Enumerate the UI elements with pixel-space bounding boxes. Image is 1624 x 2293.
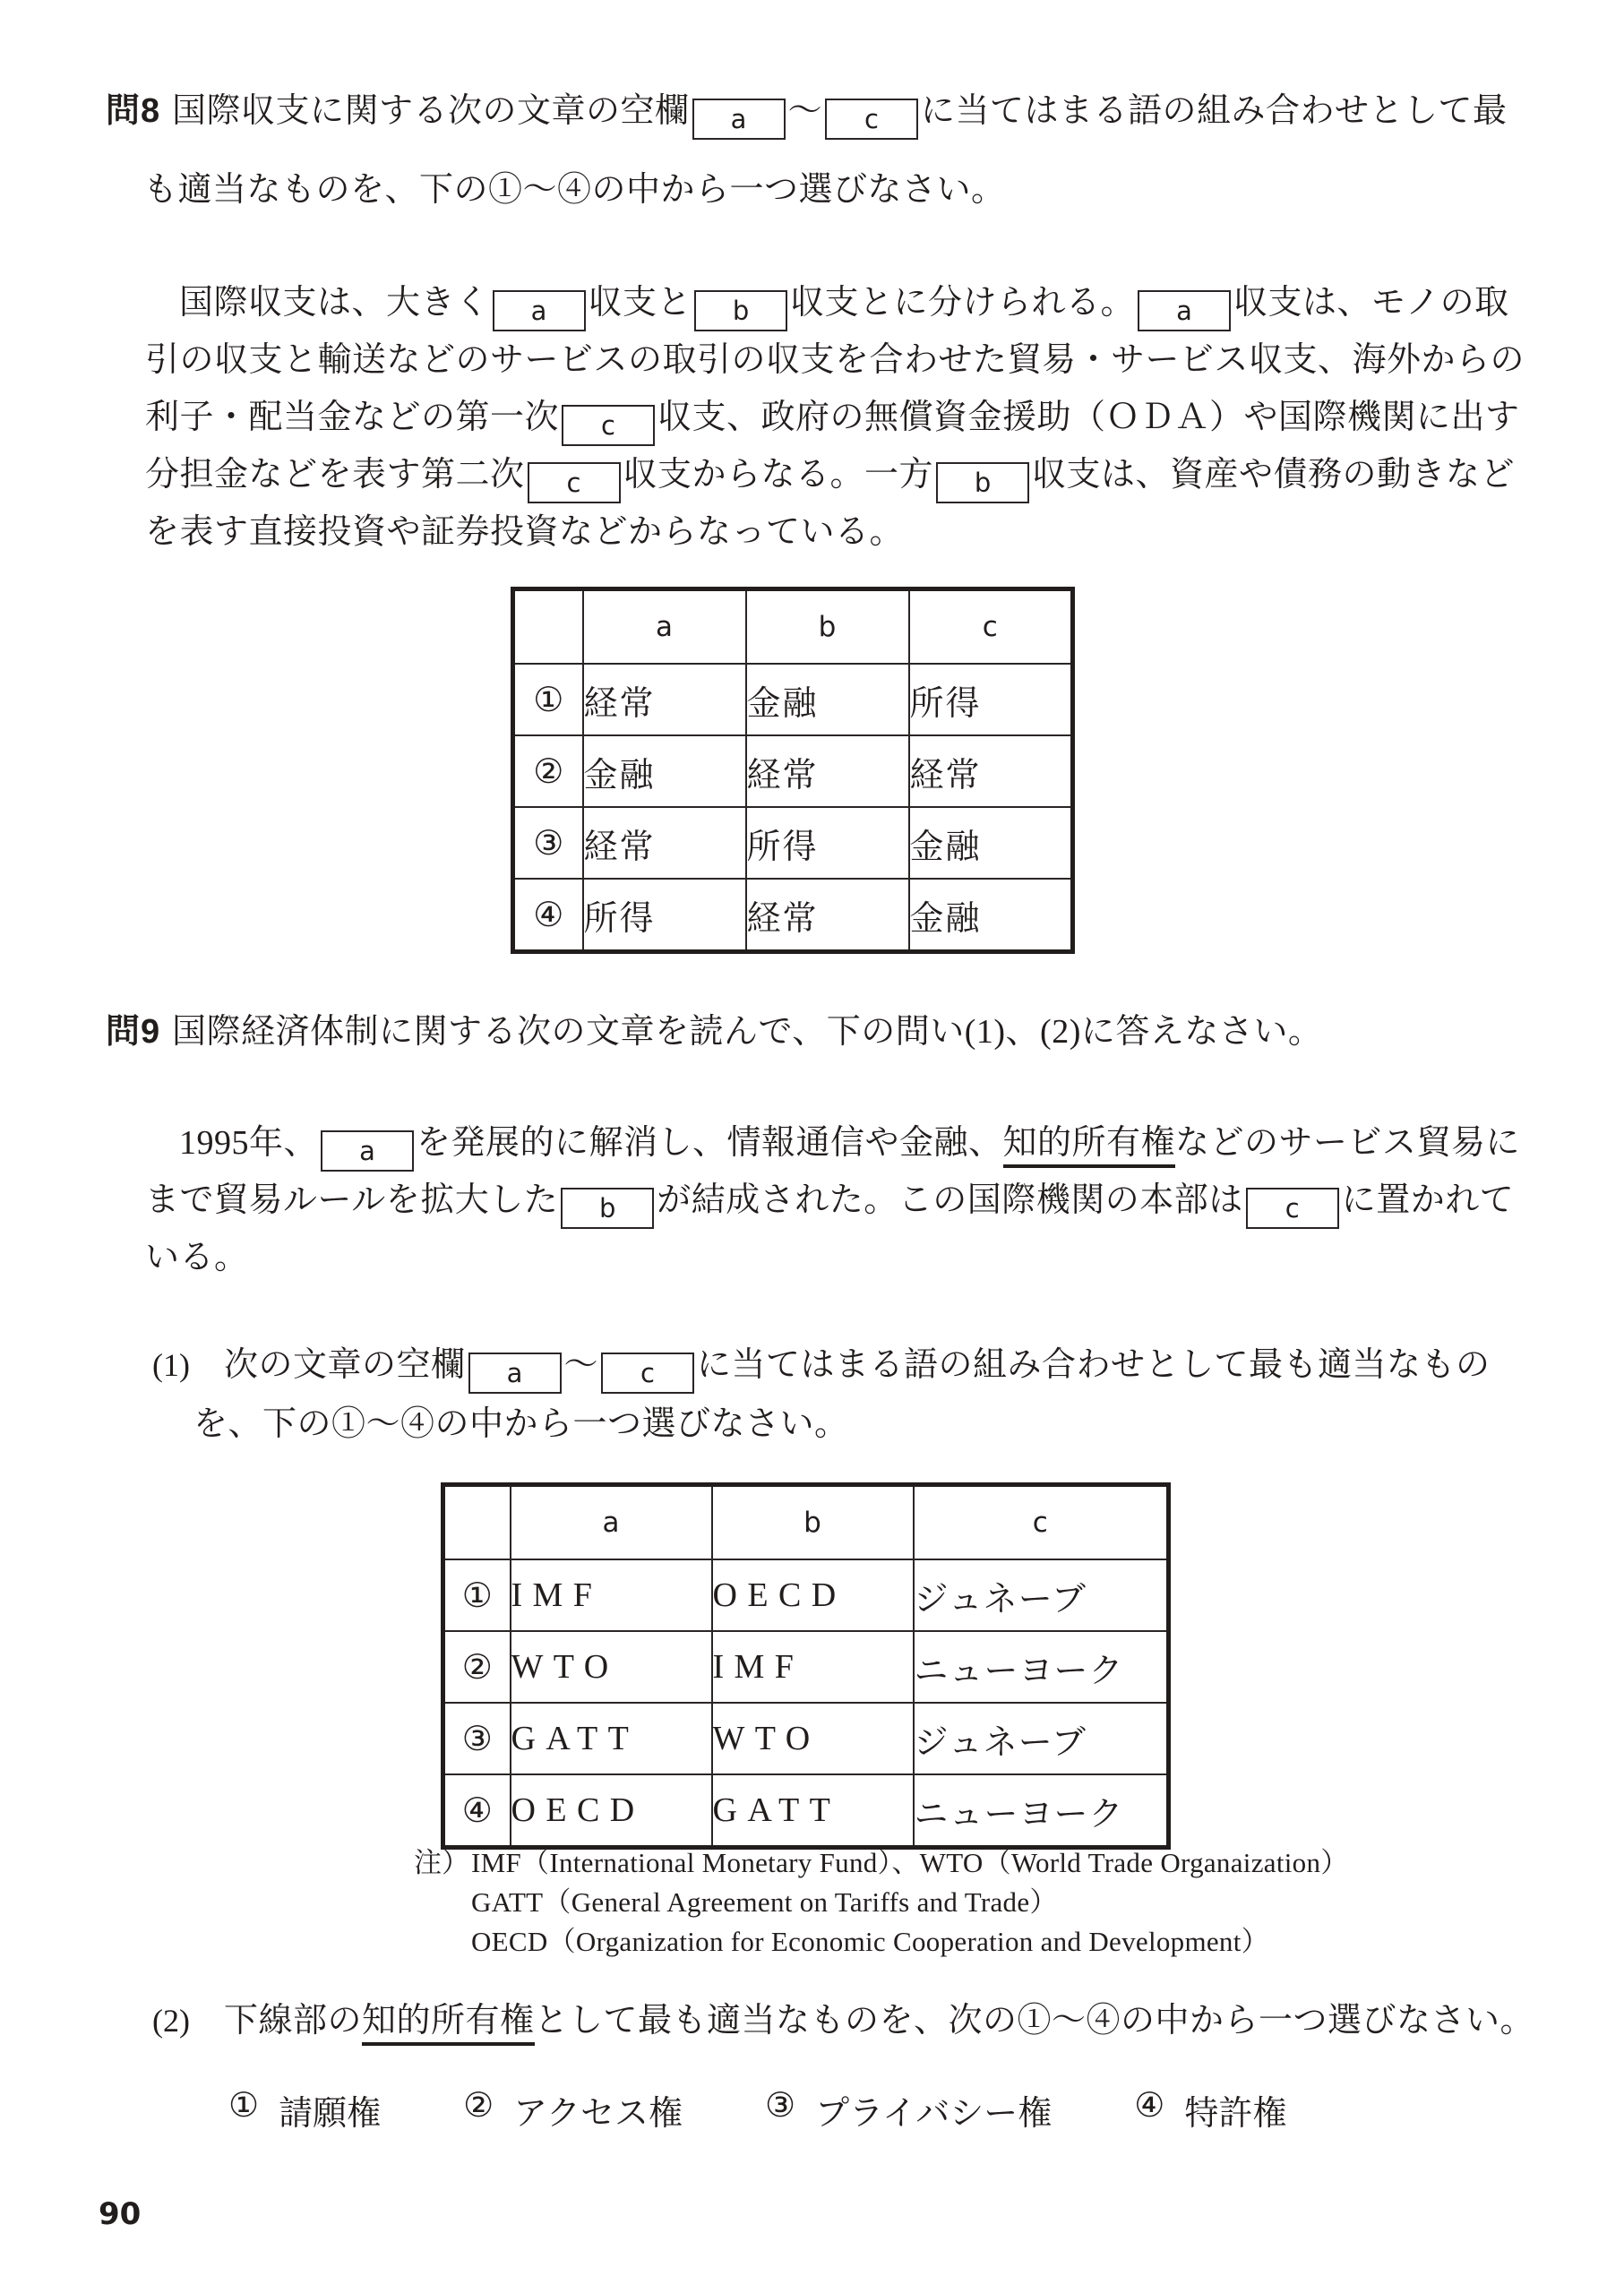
page-number: 90 <box>99 2196 142 2232</box>
q8-row3-a: 経常 <box>583 807 746 879</box>
note-line-1: IMF（International Monetary Fund）、WTO（World Trade Organaization） <box>471 1847 1349 1878</box>
q9-row2-c: ニューヨーク <box>914 1631 1169 1703</box>
table-row <box>513 664 1073 735</box>
underlined-term: 知的所有権 <box>1003 1124 1176 1168</box>
q9-row4-a: OECD <box>511 1774 712 1848</box>
q8-row3-num: ③ <box>513 807 583 879</box>
q9-row1-a: IMF <box>511 1559 712 1631</box>
q9-row2-b: IMF <box>712 1631 914 1703</box>
q9-row2-num: ② <box>443 1631 511 1703</box>
blank-box-c: c <box>528 462 621 503</box>
q8-body-line-1: 国際収支は、大きく a 収支と b 収支とに分けられる。 a 収支は、モノの取 <box>145 278 1509 331</box>
q9-sub2-options <box>228 2085 1286 2134</box>
q9-row1-num: ① <box>443 1559 511 1631</box>
q8-row2-a: 金融 <box>583 735 746 807</box>
q9-row4-num: ④ <box>443 1774 511 1848</box>
q8-row1-c: 所得 <box>909 664 1073 735</box>
table-row <box>443 1703 1169 1774</box>
q8-options-table <box>511 587 1075 954</box>
q9-th-blank <box>443 1485 511 1560</box>
q8-th-blank <box>513 589 583 665</box>
q8-label: 問8 <box>106 92 161 130</box>
option-text: 請願権 <box>279 2095 382 2133</box>
q9-th-c: c <box>914 1485 1169 1560</box>
q9-row4-b: GATT <box>712 1774 914 1848</box>
q9-row3-c: ジュネーブ <box>914 1703 1169 1774</box>
blank-box-a: a <box>692 99 786 140</box>
q8-table-header-row <box>513 589 1073 665</box>
option-text: アクセス権 <box>513 2095 683 2133</box>
option-item <box>1134 2085 1286 2134</box>
q9-sub1-label: (1) <box>152 1347 190 1383</box>
q8-row2-b: 経常 <box>746 735 909 807</box>
q8-th-b: b <box>746 589 909 665</box>
note-line-3: OECD（Organization for Economic Cooperation and Development） <box>471 1926 1269 1957</box>
blank-box-b: b <box>936 462 1029 503</box>
q9-body-line-3: いる。 <box>145 1239 249 1276</box>
q8-body-line-5: を表す直接投資や証券投資などからなっている。 <box>145 513 905 551</box>
q9-sub2-label: (2) <box>152 2003 190 2039</box>
table-row <box>513 807 1073 879</box>
option-number: ③ <box>765 2087 796 2125</box>
q8-row4-b: 経常 <box>746 879 909 952</box>
q9-table-header-row <box>443 1485 1169 1560</box>
blank-box-c: c <box>562 405 655 446</box>
q8-th-c: c <box>909 589 1073 665</box>
table-row <box>443 1631 1169 1703</box>
note-line-2: GATT（General Agreement on Tariffs and Trade） <box>471 1886 1058 1918</box>
q9-options-table <box>441 1482 1171 1850</box>
q8-heading-line-2: も適当なものを、下の①～④の中から一つ選びなさい。 <box>143 171 1006 209</box>
q9-row3-a: GATT <box>511 1703 712 1774</box>
option-item <box>765 2085 1052 2134</box>
q9-row1-b: OECD <box>712 1559 914 1631</box>
q8-row3-b: 所得 <box>746 807 909 879</box>
table-row <box>513 879 1073 952</box>
q8-row2-num: ② <box>513 735 583 807</box>
q9-sub1-line-1: 次の文章の空欄 a ～ c に当てはまる語の組み合わせとして最も適当なもの <box>224 1340 1491 1394</box>
q9-row4-c: ニューヨーク <box>914 1774 1169 1848</box>
blank-box-a: a <box>321 1130 414 1172</box>
q9-heading-line-1: 国際経済体制に関する次の文章を読んで、下の問い(1)、(2)に答えなさい。 <box>172 1013 1323 1051</box>
q8-row3-c: 金融 <box>909 807 1073 879</box>
blank-box-c: c <box>825 99 918 140</box>
blank-box-c: c <box>1246 1188 1339 1229</box>
q9-row2-a: WTO <box>511 1631 712 1703</box>
option-number: ② <box>463 2087 494 2125</box>
q8-row1-num: ① <box>513 664 583 735</box>
underlined-term: 知的所有権 <box>362 2002 535 2046</box>
q9-th-a: a <box>511 1485 712 1560</box>
q8-body-line-4: 分担金などを表す第二次 c 収支からなる。一方 b 収支は、資産や債務の動きなど <box>145 450 1515 503</box>
q9-th-b: b <box>712 1485 914 1560</box>
blank-box-b: b <box>561 1188 654 1229</box>
notes-label: 注） <box>414 1847 469 1878</box>
q9-row3-num: ③ <box>443 1703 511 1774</box>
option-item <box>463 2085 683 2134</box>
blank-box-c: c <box>601 1353 694 1394</box>
q8-body-line-3: 利子・配当金などの第一次 c 収支、政府の無償資金援助（ＯＤＡ）や国際機関に出す <box>145 392 1520 446</box>
option-number: ④ <box>1134 2087 1165 2125</box>
q9-row3-b: WTO <box>712 1703 914 1774</box>
q8-th-a: a <box>583 589 746 665</box>
q8-row4-num: ④ <box>513 879 583 952</box>
q8-row4-a: 所得 <box>583 879 746 952</box>
blank-box-a: a <box>468 1353 562 1394</box>
q9-body-line-2: まで貿易ルールを拡大した b が結成された。この国際機関の本部は c に置かれて <box>145 1175 1514 1229</box>
table-row <box>513 735 1073 807</box>
q8-row1-b: 金融 <box>746 664 909 735</box>
option-text: 特許権 <box>1184 2095 1287 2133</box>
q9-sub1-line-2: を、下の①～④の中から一つ選びなさい。 <box>193 1405 849 1443</box>
q8-heading-line-1: 国際収支に関する次の文章の空欄 a ～ c に当てはまる語の組み合わせとして最 <box>172 86 1508 140</box>
option-number: ① <box>228 2087 260 2125</box>
q8-row2-c: 経常 <box>909 735 1073 807</box>
q9-label: 問9 <box>106 1013 161 1051</box>
option-text: プライバシー権 <box>815 2095 1053 2133</box>
q8-row4-c: 金融 <box>909 879 1073 952</box>
blank-box-b: b <box>694 290 787 331</box>
q8-row1-a: 経常 <box>583 664 746 735</box>
blank-box-a: a <box>1138 290 1231 331</box>
table-row <box>443 1774 1169 1848</box>
q8-body-line-2: 引の収支と輸送などのサービスの取引の収支を合わせた貿易・サービス収支、海外からの <box>145 341 1525 379</box>
q9-row1-c: ジュネーブ <box>914 1559 1169 1631</box>
q9-body-line-1: 1995年、 a を発展的に解消し、情報通信や金融、知的所有権などのサービス貿易に <box>145 1118 1520 1172</box>
option-item <box>228 2085 381 2134</box>
q9-sub2-line-1: 下線部の知的所有権として最も適当なものを、次の①～④の中から一つ選びなさい。 <box>224 1996 1534 2046</box>
blank-box-a: a <box>493 290 586 331</box>
table-row <box>443 1559 1169 1631</box>
